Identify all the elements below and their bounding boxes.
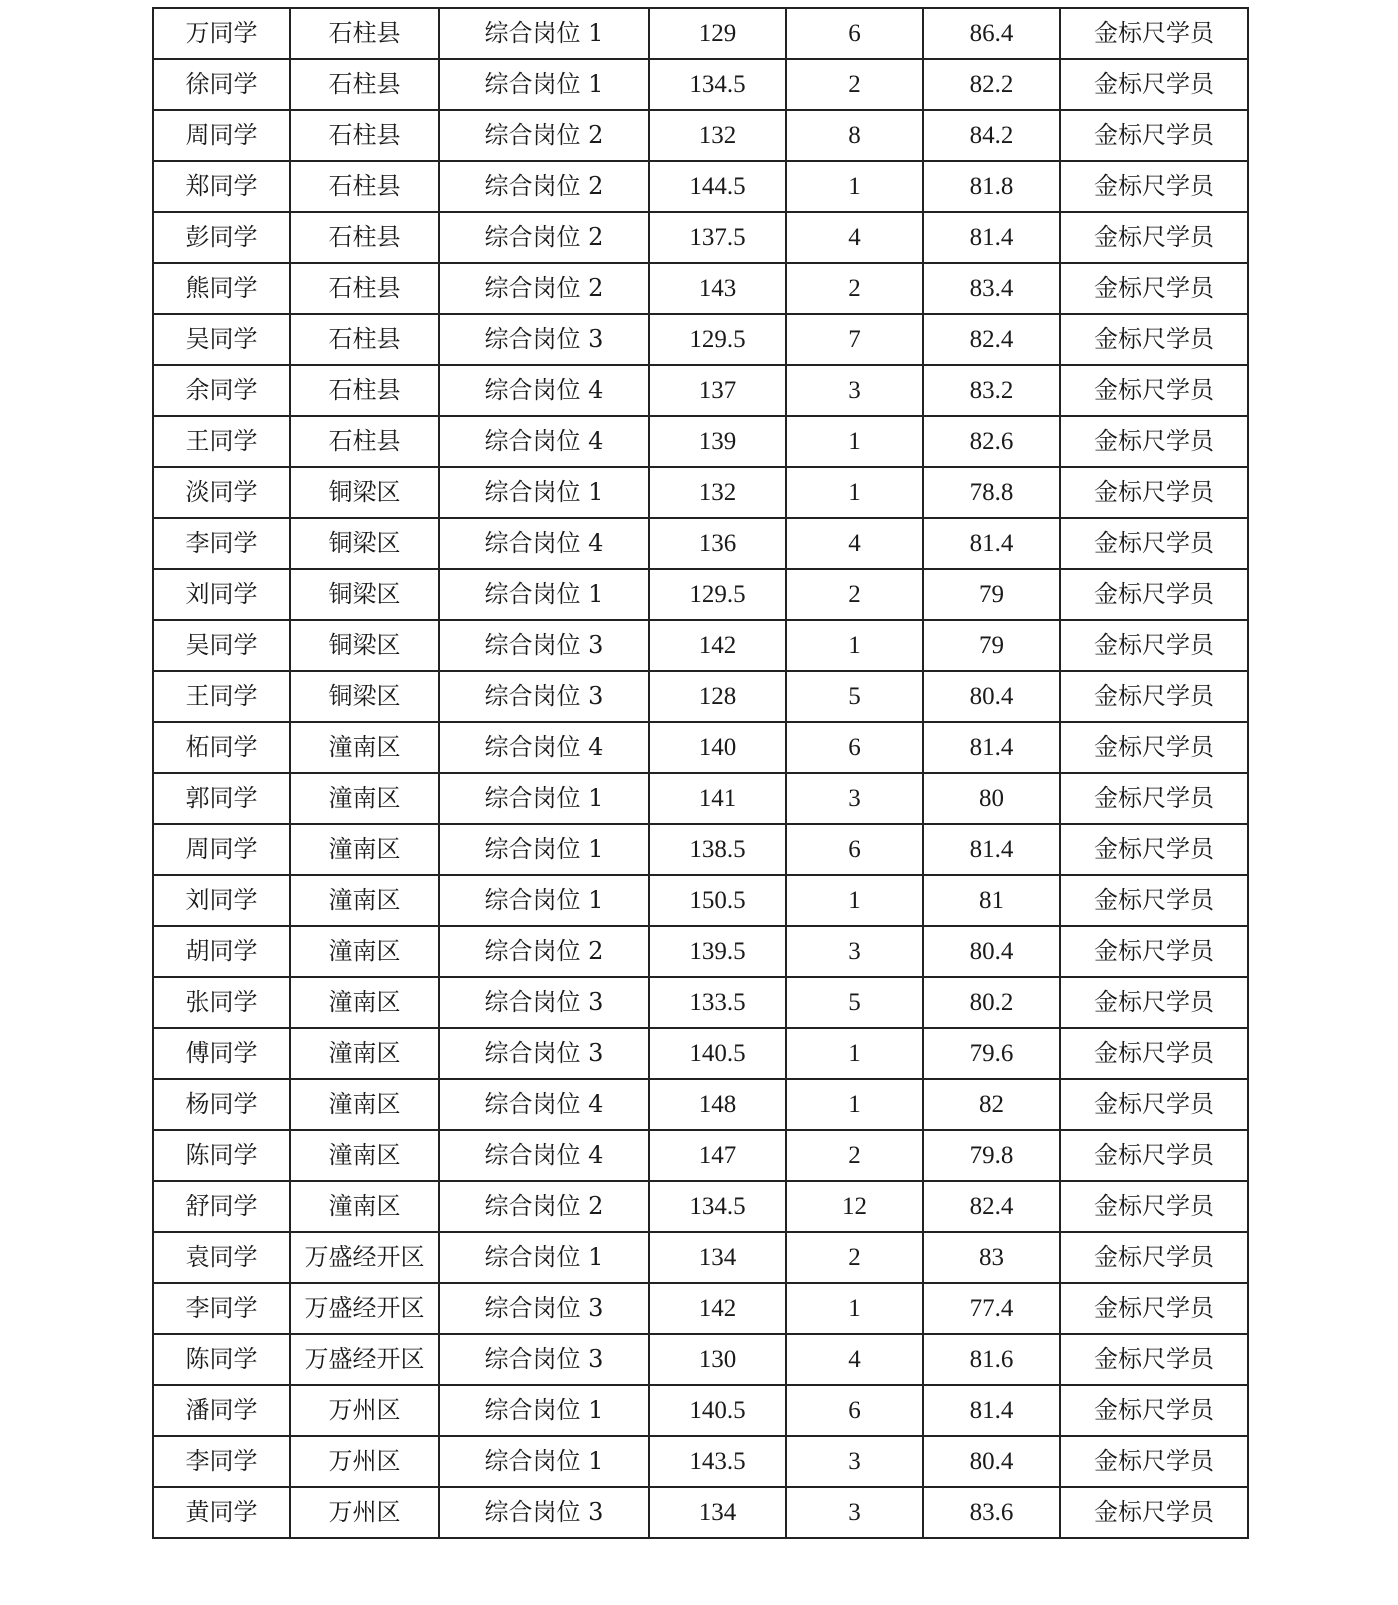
table-row [153,518,1248,569]
position-cell: 综合岗位 4 [439,416,649,467]
district-cell: 石柱县 [290,263,439,314]
trainee-label-cell: 金标尺学员 [1060,1334,1248,1385]
position-cell: 综合岗位 3 [439,620,649,671]
position-cell: 综合岗位 2 [439,110,649,161]
interview-score-cell: 82.4 [923,1181,1060,1232]
rank-cell: 1 [786,1079,923,1130]
district-cell: 石柱县 [290,110,439,161]
interview-score-cell: 79.8 [923,1130,1060,1181]
rank-cell: 1 [786,161,923,212]
table-row [153,161,1248,212]
position-cell: 综合岗位 3 [439,1334,649,1385]
student-name-cell: 舒同学 [153,1181,290,1232]
position-cell: 综合岗位 4 [439,722,649,773]
student-name-cell: 余同学 [153,365,290,416]
rank-cell: 4 [786,518,923,569]
rank-cell: 1 [786,467,923,518]
interview-score-cell: 80.2 [923,977,1060,1028]
written-score-cell: 128 [649,671,786,722]
trainee-label-cell: 金标尺学员 [1060,824,1248,875]
interview-score-cell: 78.8 [923,467,1060,518]
table-row [153,467,1248,518]
student-name-cell: 陈同学 [153,1130,290,1181]
table-row [153,977,1248,1028]
position-cell: 综合岗位 1 [439,8,649,59]
trainee-label-cell: 金标尺学员 [1060,620,1248,671]
trainee-label-cell: 金标尺学员 [1060,416,1248,467]
position-cell: 综合岗位 1 [439,824,649,875]
student-name-cell: 胡同学 [153,926,290,977]
interview-score-cell: 83.2 [923,365,1060,416]
interview-score-cell: 83.6 [923,1487,1060,1538]
written-score-cell: 144.5 [649,161,786,212]
table-row [153,1385,1248,1436]
district-cell: 潼南区 [290,1028,439,1079]
written-score-cell: 139.5 [649,926,786,977]
rank-cell: 1 [786,1283,923,1334]
written-score-cell: 140 [649,722,786,773]
student-name-cell: 徐同学 [153,59,290,110]
district-cell: 石柱县 [290,161,439,212]
position-cell: 综合岗位 2 [439,161,649,212]
interview-score-cell: 81.6 [923,1334,1060,1385]
position-cell: 综合岗位 4 [439,365,649,416]
interview-score-cell: 82 [923,1079,1060,1130]
rank-cell: 2 [786,59,923,110]
table-row [153,263,1248,314]
trainee-label-cell: 金标尺学员 [1060,1028,1248,1079]
trainee-label-cell: 金标尺学员 [1060,1181,1248,1232]
position-cell: 综合岗位 3 [439,671,649,722]
table-row [153,1334,1248,1385]
written-score-cell: 140.5 [649,1028,786,1079]
student-name-cell: 李同学 [153,518,290,569]
written-score-cell: 133.5 [649,977,786,1028]
written-score-cell: 137 [649,365,786,416]
table-row [153,1436,1248,1487]
district-cell: 石柱县 [290,59,439,110]
rank-cell: 2 [786,1232,923,1283]
interview-score-cell: 81.4 [923,1385,1060,1436]
district-cell: 石柱县 [290,212,439,263]
position-cell: 综合岗位 3 [439,1028,649,1079]
student-name-cell: 傅同学 [153,1028,290,1079]
trainee-label-cell: 金标尺学员 [1060,977,1248,1028]
student-name-cell: 柘同学 [153,722,290,773]
written-score-cell: 134.5 [649,1181,786,1232]
rank-cell: 3 [786,1436,923,1487]
position-cell: 综合岗位 2 [439,926,649,977]
interview-score-cell: 80.4 [923,926,1060,977]
table-row [153,8,1248,59]
position-cell: 综合岗位 4 [439,1079,649,1130]
interview-score-cell: 83.4 [923,263,1060,314]
district-cell: 石柱县 [290,8,439,59]
interview-score-cell: 81.4 [923,518,1060,569]
trainee-label-cell: 金标尺学员 [1060,926,1248,977]
table-row [153,926,1248,977]
student-name-cell: 万同学 [153,8,290,59]
trainee-label-cell: 金标尺学员 [1060,1232,1248,1283]
trainee-label-cell: 金标尺学员 [1060,212,1248,263]
trainee-label-cell: 金标尺学员 [1060,518,1248,569]
table-row [153,722,1248,773]
trainee-label-cell: 金标尺学员 [1060,722,1248,773]
district-cell: 潼南区 [290,1130,439,1181]
written-score-cell: 129 [649,8,786,59]
interview-score-cell: 80.4 [923,671,1060,722]
rank-cell: 2 [786,263,923,314]
interview-score-cell: 80 [923,773,1060,824]
table-row [153,1028,1248,1079]
student-name-cell: 吴同学 [153,314,290,365]
district-cell: 铜梁区 [290,620,439,671]
district-cell: 铜梁区 [290,467,439,518]
trainee-label-cell: 金标尺学员 [1060,1487,1248,1538]
interview-score-cell: 82.2 [923,59,1060,110]
trainee-label-cell: 金标尺学员 [1060,110,1248,161]
written-score-cell: 134 [649,1487,786,1538]
district-cell: 铜梁区 [290,569,439,620]
written-score-cell: 139 [649,416,786,467]
position-cell: 综合岗位 1 [439,569,649,620]
student-name-cell: 黄同学 [153,1487,290,1538]
district-cell: 万州区 [290,1385,439,1436]
written-score-cell: 129.5 [649,314,786,365]
position-cell: 综合岗位 1 [439,1436,649,1487]
rank-cell: 6 [786,824,923,875]
results-sheet [152,7,1247,1539]
district-cell: 潼南区 [290,773,439,824]
student-name-cell: 彭同学 [153,212,290,263]
trainee-label-cell: 金标尺学员 [1060,263,1248,314]
written-score-cell: 143.5 [649,1436,786,1487]
district-cell: 万州区 [290,1436,439,1487]
table-row [153,212,1248,263]
interview-score-cell: 81.4 [923,212,1060,263]
interview-score-cell: 84.2 [923,110,1060,161]
rank-cell: 12 [786,1181,923,1232]
position-cell: 综合岗位 2 [439,1181,649,1232]
written-score-cell: 147 [649,1130,786,1181]
position-cell: 综合岗位 1 [439,773,649,824]
rank-cell: 2 [786,569,923,620]
trainee-label-cell: 金标尺学员 [1060,8,1248,59]
position-cell: 综合岗位 1 [439,1385,649,1436]
table-row [153,1130,1248,1181]
trainee-label-cell: 金标尺学员 [1060,467,1248,518]
student-name-cell: 王同学 [153,671,290,722]
interview-score-cell: 83 [923,1232,1060,1283]
rank-cell: 6 [786,8,923,59]
rank-cell: 3 [786,926,923,977]
written-score-cell: 142 [649,1283,786,1334]
district-cell: 石柱县 [290,416,439,467]
position-cell: 综合岗位 3 [439,1487,649,1538]
student-name-cell: 周同学 [153,824,290,875]
interview-score-cell: 81.8 [923,161,1060,212]
rank-cell: 5 [786,671,923,722]
rank-cell: 1 [786,416,923,467]
rank-cell: 7 [786,314,923,365]
position-cell: 综合岗位 4 [439,518,649,569]
district-cell: 万州区 [290,1487,439,1538]
written-score-cell: 137.5 [649,212,786,263]
written-score-cell: 134 [649,1232,786,1283]
table-row [153,59,1248,110]
position-cell: 综合岗位 4 [439,1130,649,1181]
interview-score-cell: 79 [923,620,1060,671]
interview-score-cell: 81.4 [923,722,1060,773]
trainee-label-cell: 金标尺学员 [1060,569,1248,620]
student-name-cell: 郑同学 [153,161,290,212]
trainee-label-cell: 金标尺学员 [1060,671,1248,722]
district-cell: 潼南区 [290,1079,439,1130]
student-name-cell: 刘同学 [153,875,290,926]
student-name-cell: 吴同学 [153,620,290,671]
rank-cell: 2 [786,1130,923,1181]
table-row [153,1181,1248,1232]
position-cell: 综合岗位 3 [439,1283,649,1334]
position-cell: 综合岗位 1 [439,1232,649,1283]
trainee-label-cell: 金标尺学员 [1060,773,1248,824]
written-score-cell: 142 [649,620,786,671]
trainee-label-cell: 金标尺学员 [1060,161,1248,212]
table-row [153,314,1248,365]
district-cell: 潼南区 [290,875,439,926]
written-score-cell: 143 [649,263,786,314]
interview-score-cell: 81.4 [923,824,1060,875]
written-score-cell: 136 [649,518,786,569]
student-name-cell: 淡同学 [153,467,290,518]
table-row [153,671,1248,722]
district-cell: 万盛经开区 [290,1283,439,1334]
table-row [153,569,1248,620]
rank-cell: 1 [786,1028,923,1079]
rank-cell: 6 [786,722,923,773]
trainee-label-cell: 金标尺学员 [1060,875,1248,926]
district-cell: 潼南区 [290,1181,439,1232]
district-cell: 潼南区 [290,824,439,875]
rank-cell: 6 [786,1385,923,1436]
interview-score-cell: 80.4 [923,1436,1060,1487]
student-name-cell: 熊同学 [153,263,290,314]
table-row [153,1079,1248,1130]
written-score-cell: 148 [649,1079,786,1130]
trainee-label-cell: 金标尺学员 [1060,1130,1248,1181]
table-row [153,875,1248,926]
interview-score-cell: 79 [923,569,1060,620]
student-name-cell: 张同学 [153,977,290,1028]
table-row [153,773,1248,824]
student-name-cell: 王同学 [153,416,290,467]
table-row [153,1283,1248,1334]
position-cell: 综合岗位 2 [439,212,649,263]
trainee-label-cell: 金标尺学员 [1060,365,1248,416]
district-cell: 石柱县 [290,314,439,365]
position-cell: 综合岗位 1 [439,875,649,926]
table-row [153,110,1248,161]
written-score-cell: 129.5 [649,569,786,620]
district-cell: 潼南区 [290,926,439,977]
interview-score-cell: 77.4 [923,1283,1060,1334]
position-cell: 综合岗位 2 [439,263,649,314]
table-row [153,620,1248,671]
trainee-label-cell: 金标尺学员 [1060,59,1248,110]
district-cell: 铜梁区 [290,518,439,569]
rank-cell: 4 [786,1334,923,1385]
student-name-cell: 杨同学 [153,1079,290,1130]
table-row [153,416,1248,467]
rank-cell: 5 [786,977,923,1028]
student-name-cell: 周同学 [153,110,290,161]
table-row [153,824,1248,875]
interview-score-cell: 82.4 [923,314,1060,365]
district-cell: 万盛经开区 [290,1334,439,1385]
rank-cell: 8 [786,110,923,161]
position-cell: 综合岗位 1 [439,467,649,518]
trainee-label-cell: 金标尺学员 [1060,1079,1248,1130]
written-score-cell: 130 [649,1334,786,1385]
written-score-cell: 150.5 [649,875,786,926]
rank-cell: 3 [786,365,923,416]
student-name-cell: 潘同学 [153,1385,290,1436]
district-cell: 铜梁区 [290,671,439,722]
position-cell: 综合岗位 3 [439,977,649,1028]
interview-score-cell: 86.4 [923,8,1060,59]
interview-score-cell: 81 [923,875,1060,926]
written-score-cell: 132 [649,467,786,518]
table-row [153,1232,1248,1283]
written-score-cell: 141 [649,773,786,824]
rank-cell: 4 [786,212,923,263]
student-name-cell: 李同学 [153,1436,290,1487]
student-name-cell: 郭同学 [153,773,290,824]
results-table-body [153,8,1248,1538]
rank-cell: 3 [786,1487,923,1538]
position-cell: 综合岗位 1 [439,59,649,110]
table-row [153,365,1248,416]
written-score-cell: 132 [649,110,786,161]
trainee-label-cell: 金标尺学员 [1060,1385,1248,1436]
rank-cell: 1 [786,875,923,926]
student-name-cell: 李同学 [153,1283,290,1334]
written-score-cell: 134.5 [649,59,786,110]
district-cell: 潼南区 [290,977,439,1028]
written-score-cell: 140.5 [649,1385,786,1436]
district-cell: 石柱县 [290,365,439,416]
trainee-label-cell: 金标尺学员 [1060,1436,1248,1487]
district-cell: 潼南区 [290,722,439,773]
trainee-label-cell: 金标尺学员 [1060,314,1248,365]
trainee-label-cell: 金标尺学员 [1060,1283,1248,1334]
rank-cell: 1 [786,620,923,671]
table-row [153,1487,1248,1538]
student-name-cell: 刘同学 [153,569,290,620]
student-name-cell: 袁同学 [153,1232,290,1283]
district-cell: 万盛经开区 [290,1232,439,1283]
interview-score-cell: 82.6 [923,416,1060,467]
position-cell: 综合岗位 3 [439,314,649,365]
student-name-cell: 陈同学 [153,1334,290,1385]
results-table [152,7,1249,1539]
written-score-cell: 138.5 [649,824,786,875]
rank-cell: 3 [786,773,923,824]
interview-score-cell: 79.6 [923,1028,1060,1079]
